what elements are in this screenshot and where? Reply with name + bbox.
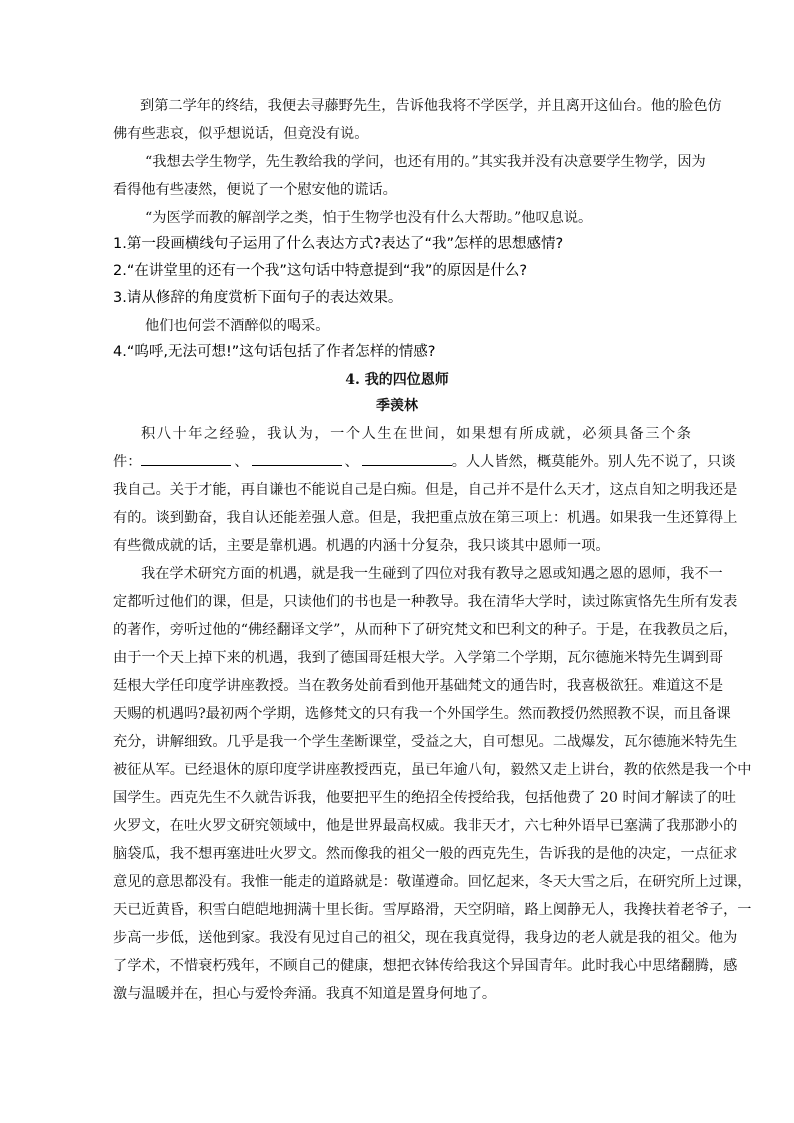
article-line: 意见的意思都没有。我惟一能走的道路就是：敬谨遵命。回忆起来，冬天大雪之后，在研究所上过课，	[113, 874, 752, 890]
article-line: 充分，讲解细致。几乎是我一个学生垄断课堂，受益之大，自可想见。二战爆发，瓦尔德施米特先生	[113, 734, 738, 750]
excerpt-line: 看得他有些凄然，便说了一个慰安他的谎话。	[113, 182, 397, 198]
question-3-sentence: 他们也何尝不酒醉似的喝采。	[145, 318, 330, 334]
article-title: 4. 我的四位恩师	[345, 372, 449, 388]
article-line: 激与温暖并在，担心与爱怜奔涌。我真不知道是置身何地了。	[113, 986, 497, 1002]
article-line: 的著作，旁听过他的“佛经翻译文学”，从而种下了研究梵文和巴利文的种子。于是，在我教员之后，	[113, 622, 738, 638]
answer-blank-2[interactable]	[252, 452, 342, 466]
article-line: 廷根大学任印度学讲座教授。当在教务处前看到他开基础梵文的通告时，我喜极欲狂。难道这不是	[113, 678, 724, 694]
article-line: 有些微成就的话，主要是靠机遇。机遇的内涵十分复杂，我只谈其中恩师一项。	[113, 538, 610, 554]
excerpt-line: 佛有些悲哀，似乎想说话，但竟没有说。	[113, 126, 369, 142]
article-text: 件：	[113, 454, 142, 470]
article-line: 天赐的机遇吗?最初两个学期，选修梵文的只有我一个外国学生。然而教授仍然照教不误，而且备课	[113, 706, 731, 722]
article-author: 季羡林	[376, 398, 418, 414]
article-line: 被征从军。已经退休的原印度学讲座教授西克，虽已年逾八旬，毅然又走上讲台，教的依然是我一个中	[113, 762, 752, 778]
article-line: 天已近黄昏，积雪白皑皑地拥满十里长街。雪厚路滑，天空阴暗，路上阒静无人，我搀扶着老爷子，一	[113, 902, 752, 918]
question-1: 1.第一段画横线句子运用了什么表达方式?表达了“我”怎样的思想感情?	[113, 236, 564, 252]
question-3: 3.请从修辞的角度赏析下面句子的表达效果。	[113, 290, 403, 306]
answer-blank-3[interactable]	[362, 452, 452, 466]
article-line: 脑袋瓜，我不想再塞进吐火罗文。然而像我的祖父一般的西克先生，告诉我的是他的决定，一点征求	[113, 846, 738, 862]
fill-blank-line	[113, 452, 736, 472]
excerpt-line: 到第二学年的终结，我便去寻藤野先生，告诉他我将不学医学，并且离开这仙台。他的脸色仿	[140, 98, 722, 114]
article-line: 定都听过他们的课，但是，只读他们的书也是一种教导。我在清华大学时，读过陈寅恪先生所有发表	[113, 594, 738, 610]
article-line: 步高一步低，送他到家。我没有见过自己的祖父，现在我真觉得，我身边的老人就是我的祖父。他为	[113, 930, 738, 946]
question-4: 4.“呜呼,无法可想!”这句话包括了作者怎样的情感?	[113, 344, 436, 360]
article-line: 了学术，不惜衰朽残年，不顾自己的健康，想把衣钵传给我这个异国青年。此时我心中思绪翻腾，感	[113, 958, 738, 974]
article-text: 、	[234, 454, 249, 470]
article-line: 有的。谈到勤奋，我自认还能差强人意。但是，我把重点放在第三项上：机遇。如果我一生还算得上	[113, 510, 738, 526]
article-line: 由于一个天上掉下来的机遇，我到了德国哥廷根大学。入学第二个学期，瓦尔德施米特先生调到哥	[113, 650, 724, 666]
article-line: 火罗文，在吐火罗文研究领域中，他是世界最高权威。我非天才，六七种外语早已塞满了我那渺小的	[113, 818, 738, 834]
article-line: 我在学术研究方面的机遇，就是我一生碰到了四位对我有教导之恩或知遇之恩的恩师，我不一	[141, 566, 723, 582]
article-line: 积八十年之经验，我认为，一个人生在世间，如果想有所成就，必须具备三个条	[141, 426, 691, 442]
article-line: 国学生。西克先生不久就告诉我，他要把平生的绝招全传授给我，包括他费了 20 时间才解读了的吐	[113, 790, 736, 806]
question-2: 2.“在讲堂里的还有一个我”这句话中特意提到“我”的原因是什么?	[113, 263, 528, 279]
excerpt-line: “为医学而教的解剖学之类，怕于生物学也没有什么大帮助。”他叹息说。	[145, 210, 593, 226]
article-text: 。人人皆然，概莫能外。别人先不说了，只谈	[451, 454, 736, 470]
answer-blank-1[interactable]	[141, 452, 231, 466]
article-text: 、	[344, 454, 359, 470]
excerpt-line: “我想去学生物学，先生教给我的学问，也还有用的。”其实我并没有决意要学生物学，因为	[145, 154, 706, 170]
article-line: 我自己。关于才能，再自谦也不能说自己是白痴。但是，自己并不是什么天才，这点自知之明我还是	[113, 482, 738, 498]
